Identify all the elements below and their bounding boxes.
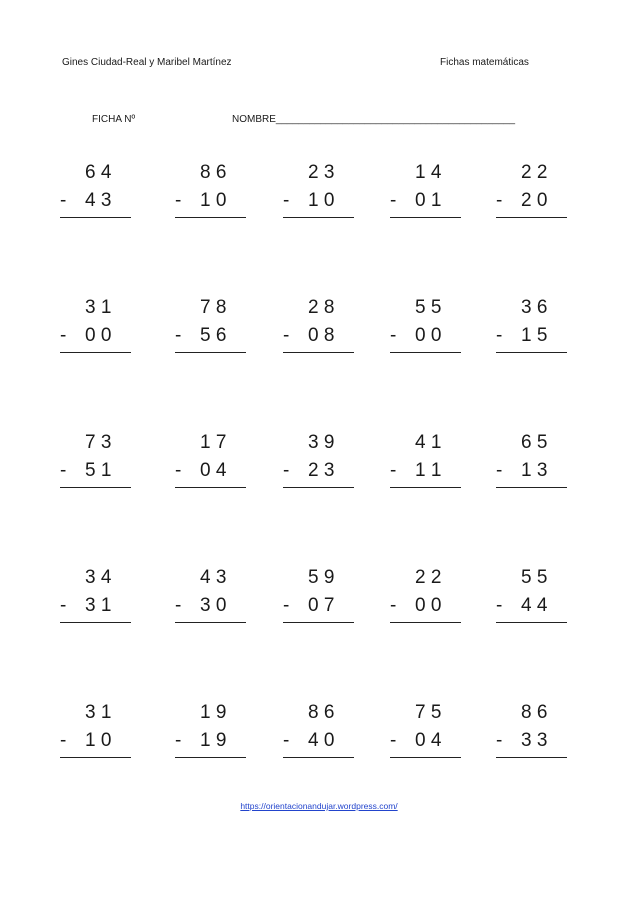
answer-line	[175, 217, 246, 218]
subtrahend: 0 0	[85, 325, 112, 346]
minuend: 2 2	[521, 162, 548, 183]
subtrahend: 0 7	[308, 595, 335, 616]
minuend: 6 4	[85, 162, 112, 183]
subtraction-problem	[175, 702, 255, 762]
subtraction-problem	[283, 567, 363, 627]
answer-line	[175, 622, 246, 623]
minuend: 3 1	[85, 297, 112, 318]
subtrahend: 3 3	[521, 730, 548, 751]
minuend: 3 6	[521, 297, 548, 318]
subtraction-problem	[496, 702, 576, 762]
subtraction-problem	[283, 297, 363, 357]
subtraction-problem	[390, 297, 470, 357]
answer-line	[283, 622, 354, 623]
minus-sign: -	[60, 730, 67, 751]
subtraction-problem	[390, 162, 470, 222]
subtrahend: 2 3	[308, 460, 335, 481]
subtraction-problem	[496, 162, 576, 222]
subtraction-problem	[496, 432, 576, 492]
answer-line	[496, 622, 567, 623]
minus-sign: -	[175, 190, 182, 211]
minuend: 5 5	[415, 297, 442, 318]
minuend: 7 8	[200, 297, 227, 318]
subtrahend: 1 5	[521, 325, 548, 346]
answer-line	[60, 217, 131, 218]
minus-sign: -	[390, 325, 397, 346]
minus-sign: -	[175, 595, 182, 616]
minuend: 8 6	[308, 702, 335, 723]
subtraction-problem	[175, 432, 255, 492]
minus-sign: -	[390, 595, 397, 616]
minuend: 8 6	[200, 162, 227, 183]
answer-line	[283, 487, 354, 488]
subtrahend: 4 0	[308, 730, 335, 751]
answer-line	[496, 757, 567, 758]
subtrahend: 2 0	[521, 190, 548, 211]
subtraction-problem	[390, 702, 470, 762]
minuend: 1 4	[415, 162, 442, 183]
answer-line	[60, 487, 131, 488]
subtraction-problem	[175, 162, 255, 222]
answer-line	[390, 622, 461, 623]
minuend: 4 1	[415, 432, 442, 453]
subtraction-problem	[283, 162, 363, 222]
minuend: 7 5	[415, 702, 442, 723]
answer-line	[283, 217, 354, 218]
minuend: 3 4	[85, 567, 112, 588]
answer-line	[175, 352, 246, 353]
minuend: 2 3	[308, 162, 335, 183]
subtraction-problem	[175, 567, 255, 627]
subtraction-problem	[283, 702, 363, 762]
minus-sign: -	[496, 595, 503, 616]
minuend: 1 9	[200, 702, 227, 723]
minuend: 8 6	[521, 702, 548, 723]
subtrahend: 0 4	[415, 730, 442, 751]
subtrahend: 3 1	[85, 595, 112, 616]
subtrahend: 1 9	[200, 730, 227, 751]
answer-line	[390, 352, 461, 353]
minus-sign: -	[390, 460, 397, 481]
subtrahend: 0 0	[415, 325, 442, 346]
answer-line	[175, 487, 246, 488]
minus-sign: -	[496, 730, 503, 751]
ficha-label: FICHA Nº	[92, 114, 136, 125]
minus-sign: -	[60, 460, 67, 481]
minus-sign: -	[60, 325, 67, 346]
answer-line	[60, 352, 131, 353]
subtrahend: 1 0	[200, 190, 227, 211]
subtraction-problem	[60, 567, 140, 627]
answer-line	[283, 757, 354, 758]
subtrahend: 1 1	[415, 460, 442, 481]
subtraction-problem	[60, 162, 140, 222]
footer-link[interactable]: https://orientacionandujar.wordpress.com/	[240, 801, 398, 811]
answer-line	[496, 217, 567, 218]
minuend: 7 3	[85, 432, 112, 453]
answer-line	[60, 757, 131, 758]
minuend: 4 3	[200, 567, 227, 588]
nombre-field: NOMBRE___________________________________________	[232, 114, 516, 125]
subtrahend: 0 4	[200, 460, 227, 481]
subtraction-problem	[60, 432, 140, 492]
subtrahend: 0 1	[415, 190, 442, 211]
subtrahend: 0 8	[308, 325, 335, 346]
minus-sign: -	[283, 730, 290, 751]
minus-sign: -	[283, 460, 290, 481]
minuend: 5 9	[308, 567, 335, 588]
subtraction-problem	[496, 567, 576, 627]
answer-line	[390, 487, 461, 488]
subtraction-problem	[175, 297, 255, 357]
minus-sign: -	[175, 730, 182, 751]
authors-text: Gines Ciudad-Real y Maribel Martínez	[62, 57, 232, 68]
subtraction-problem	[390, 567, 470, 627]
subject-text: Fichas matemáticas	[440, 57, 529, 68]
answer-line	[60, 622, 131, 623]
minus-sign: -	[175, 460, 182, 481]
minus-sign: -	[496, 460, 503, 481]
minus-sign: -	[390, 190, 397, 211]
answer-line	[390, 217, 461, 218]
answer-line	[390, 757, 461, 758]
minus-sign: -	[283, 595, 290, 616]
subtrahend: 1 0	[308, 190, 335, 211]
minus-sign: -	[283, 190, 290, 211]
subtrahend: 0 0	[415, 595, 442, 616]
minuend: 1 7	[200, 432, 227, 453]
answer-line	[175, 757, 246, 758]
minuend: 3 1	[85, 702, 112, 723]
answer-line	[496, 487, 567, 488]
minus-sign: -	[60, 595, 67, 616]
subtrahend: 1 3	[521, 460, 548, 481]
subtraction-problem	[60, 297, 140, 357]
subtraction-problem	[283, 432, 363, 492]
answer-line	[496, 352, 567, 353]
subtrahend: 1 0	[85, 730, 112, 751]
answer-line	[283, 352, 354, 353]
subtrahend: 5 1	[85, 460, 112, 481]
subtrahend: 5 6	[200, 325, 227, 346]
subtrahend: 3 0	[200, 595, 227, 616]
minus-sign: -	[283, 325, 290, 346]
subtraction-problem	[60, 702, 140, 762]
subtrahend: 4 4	[521, 595, 548, 616]
minuend: 5 5	[521, 567, 548, 588]
minus-sign: -	[175, 325, 182, 346]
subtraction-problem	[496, 297, 576, 357]
minuend: 2 2	[415, 567, 442, 588]
subtraction-problem	[390, 432, 470, 492]
minuend: 2 8	[308, 297, 335, 318]
minuend: 3 9	[308, 432, 335, 453]
minus-sign: -	[496, 325, 503, 346]
minus-sign: -	[60, 190, 67, 211]
minuend: 6 5	[521, 432, 548, 453]
subtrahend: 4 3	[85, 190, 112, 211]
minus-sign: -	[390, 730, 397, 751]
minus-sign: -	[496, 190, 503, 211]
